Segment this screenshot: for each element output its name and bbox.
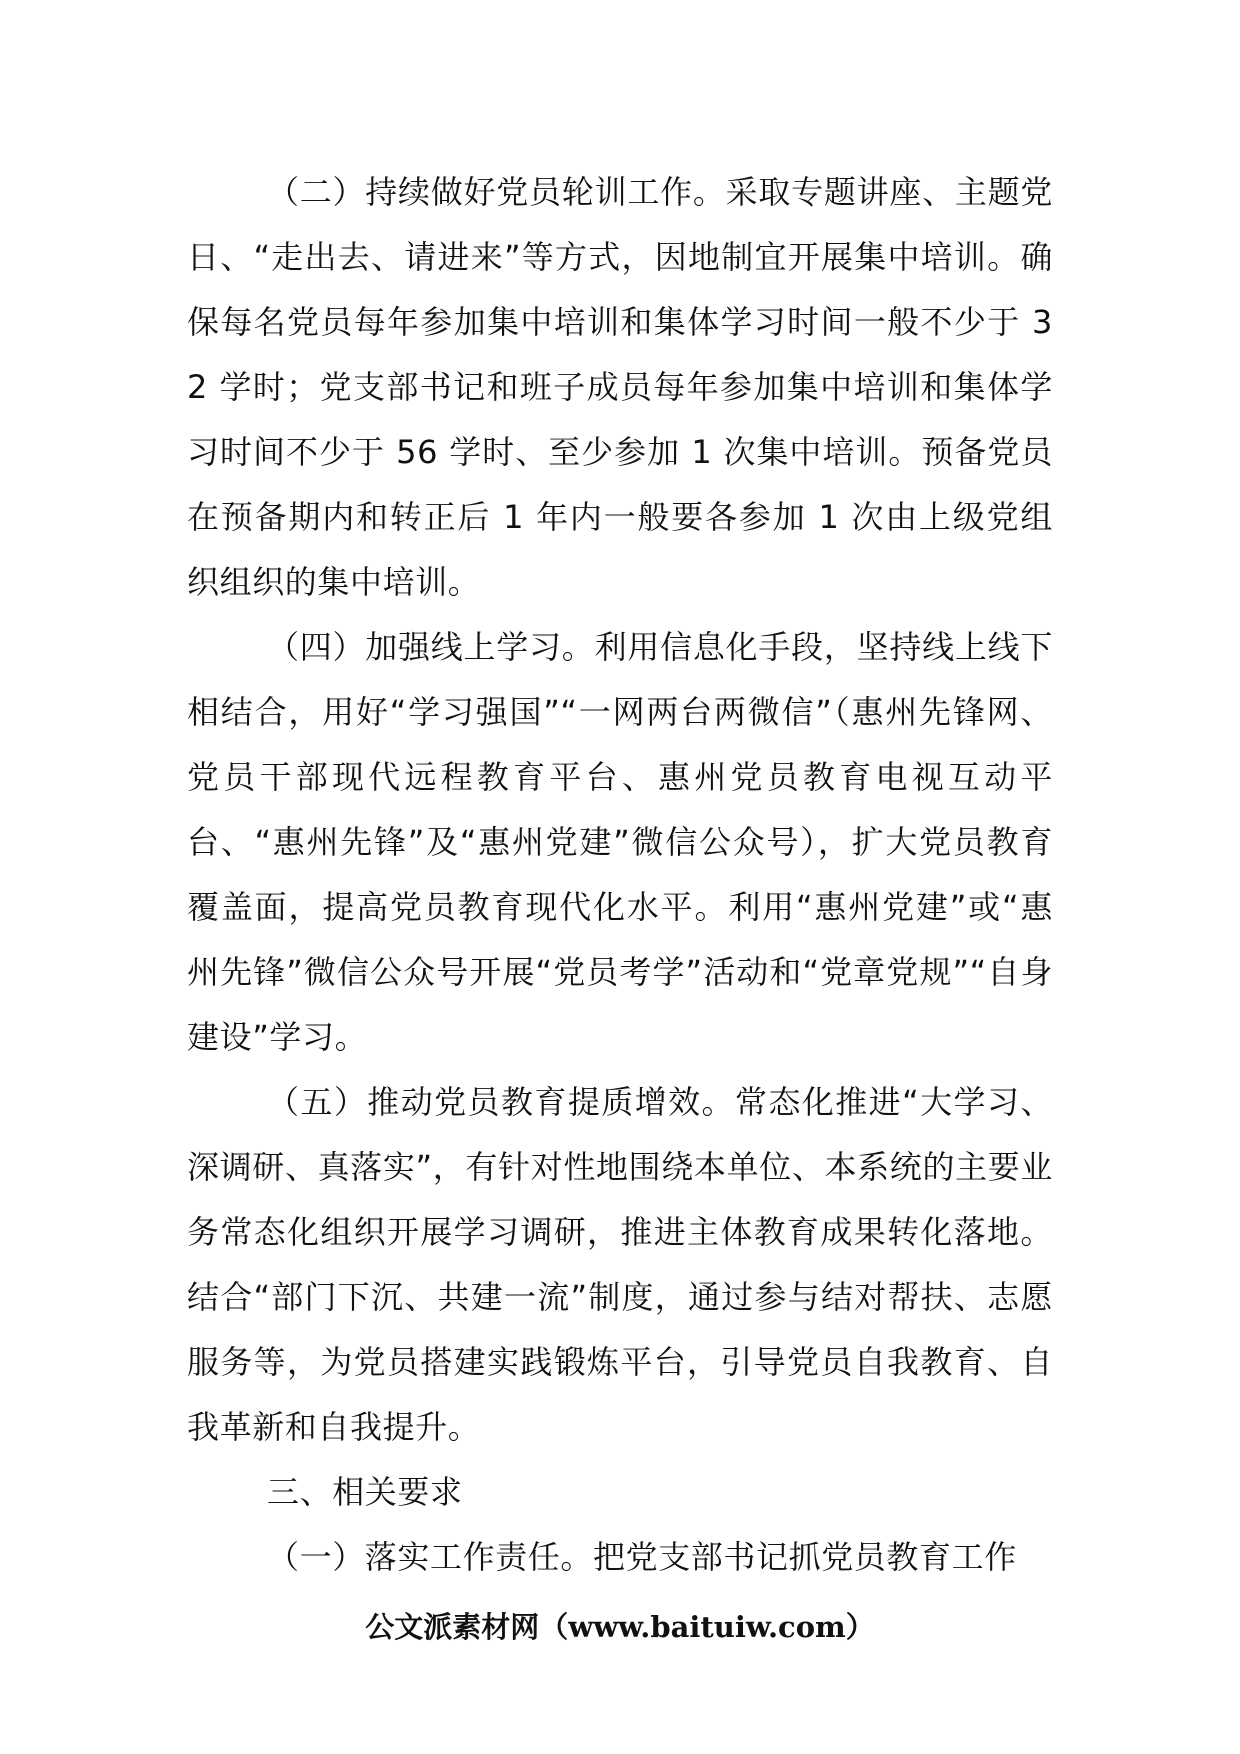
- document-body: [187, 160, 1053, 1590]
- paragraph-responsibility: （一）落实工作责任。把党支部书记抓党员教育工作: [267, 1538, 1017, 1576]
- paragraph-quality-improvement: （五）推动党员教育提质增效。常态化推进“大学习、深调研、真落实”，有针对性地围绕本单位、本系统的主要业务常态化组织开展学习调研，推进主体教育成果转化落地。结合“部门下沉、共建一流”制度，通过参与结对帮扶、志愿服务等，为党员搭建实践锻炼平台，引导党员自我教育、自我革新和自我提升。: [187, 1083, 1053, 1446]
- paragraph-online-learning: （四）加强线上学习。利用信息化手段，坚持线上线下相结合，用好“学习强国”“一网两台两微信”（惠州先锋网、党员干部现代远程教育平台、惠州党员教育电视互动平台、“惠州先锋”及“惠州党建”微信公众号），扩大党员教育覆盖面，提高党员教育现代化水平。利用“惠州党建”或“惠州先锋”微信公众号开展“党员考学”活动和“党章党规”“自身建设”学习。: [187, 628, 1053, 1056]
- paragraph-training: （二）持续做好党员轮训工作。采取专题讲座、主题党日、“走出去、请进来”等方式，因地制宜开展集中培训。确保每名党员每年参加集中培训和集体学习时间一般不少于 32 学时；党支部书记和班子成员每年参加集中培训和集体学习时间不少于 56 学时、至少参加 1 次集中培训。预备党员在预备期内和转正后 1 年内一般要各参加 1 次由上级党组织组织的集中培训。: [187, 173, 1053, 601]
- footer-watermark: 公文派素材网（www.baituiw.com）: [365, 1610, 875, 1644]
- section-heading: 三、相关要求: [267, 1473, 463, 1511]
